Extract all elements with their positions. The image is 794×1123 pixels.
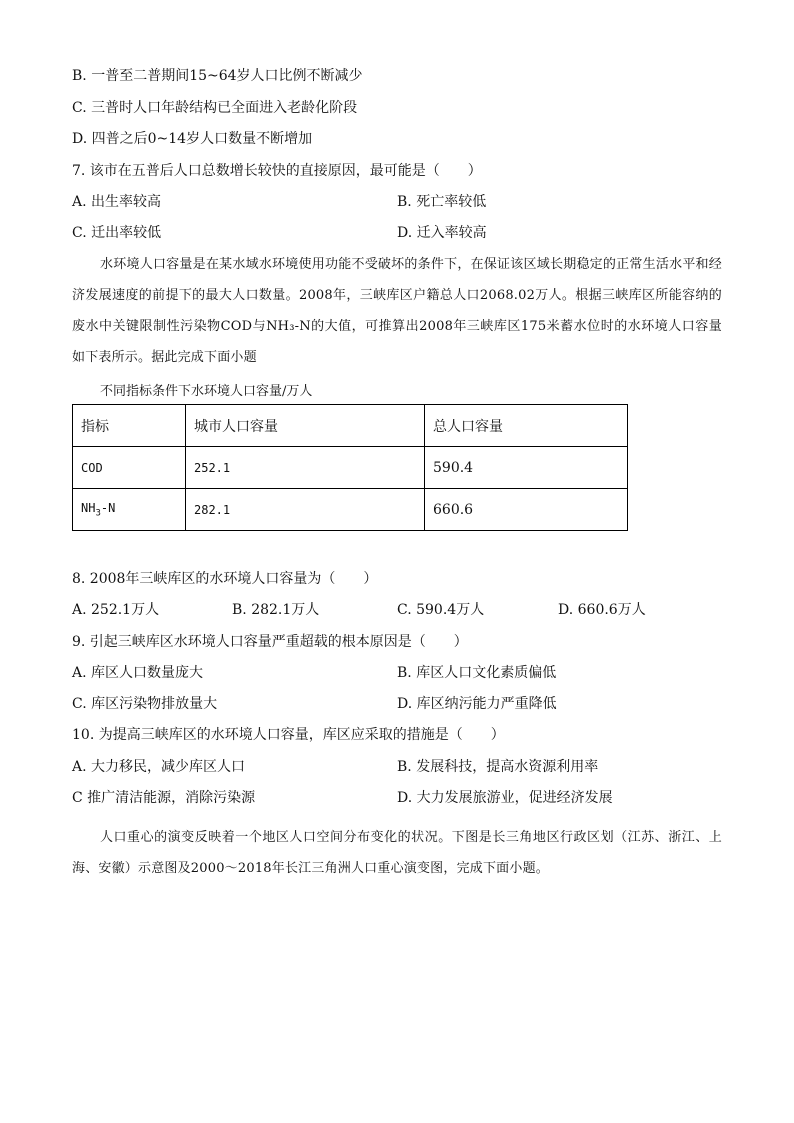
- passage-water-capacity: 水环境人口容量是在某水域水环境使用功能不受破坏的条件下，在保证该区域长期稳定的正常生活水平和经济发展速度的前提下的最大人口数量。2008年，三峡库区户籍总人口2068.02万人。根据三峡库区所能容纳的废水中关键限制性污染物COD与NH₃-N的大值，可推算出2008年三峡库区175米蓄水位时的水环境人口容量如下表所示。据此完成下面小题: [72, 257, 722, 365]
- question-7-stem: 7. 该市在五普后人口总数增长较快的直接原因，最可能是（ ）: [72, 163, 482, 179]
- question-9-stem: 9. 引起三峡库区水环境人口容量严重超载的根本原因是（ ）: [72, 634, 468, 650]
- header-urban-capacity: 城市人口容量: [186, 405, 425, 447]
- header-indicator: 指标: [73, 405, 186, 447]
- q10-option-c: C 推广清洁能源，消除污染源: [72, 790, 256, 806]
- capacity-table: [72, 404, 628, 531]
- q7-option-a: A. 出生率较高: [72, 194, 162, 210]
- q7-option-b: B. 死亡率较低: [397, 194, 487, 210]
- table-header-row: [73, 405, 628, 447]
- question-10-stem: 10. 为提高三峡库区的水环境人口容量，库区应采取的措施是（ ）: [72, 727, 505, 743]
- q9-option-d: D. 库区纳污能力严重降低: [397, 696, 557, 712]
- q7-option-d: D. 迁入率较高: [397, 225, 487, 241]
- cell-urban: 282.1: [186, 489, 425, 531]
- q8-option-b: B. 282.1万人: [232, 602, 320, 618]
- cell-total: 660.6: [425, 489, 628, 531]
- cell-indicator: COD: [73, 447, 186, 489]
- q8-option-a: A. 252.1万人: [72, 602, 160, 618]
- header-total-capacity: 总人口容量: [425, 405, 628, 447]
- question-8-stem: 8. 2008年三峡库区的水环境人口容量为（ ）: [72, 571, 378, 587]
- option-c-prev: C. 三普时人口年龄结构已全面进入老龄化阶段: [72, 100, 358, 116]
- table-caption: 不同指标条件下水环境人口容量/万人: [100, 384, 313, 399]
- q10-option-d: D. 大力发展旅游业，促进经济发展: [397, 790, 613, 806]
- q9-option-b: B. 库区人口文化素质偏低: [397, 665, 557, 681]
- table-row: [73, 447, 628, 489]
- option-b-prev: B. 一普至二普期间15~64岁人口比例不断减少: [72, 68, 363, 84]
- table-row: [73, 489, 628, 531]
- q10-option-a: A. 大力移民，减少库区人口: [72, 759, 246, 775]
- q8-option-d: D. 660.6万人: [558, 602, 646, 618]
- q10-option-b: B. 发展科技，提高水资源利用率: [397, 759, 599, 775]
- q7-option-c: C. 迁出率较低: [72, 225, 162, 241]
- q9-option-a: A. 库区人口数量庞大: [72, 665, 204, 681]
- option-d-prev: D. 四普之后0~14岁人口数量不断增加: [72, 131, 313, 147]
- q8-option-c: C. 590.4万人: [397, 602, 485, 618]
- cell-indicator: $NH_3-N$: [73, 489, 186, 531]
- q9-option-c: C. 库区污染物排放量大: [72, 696, 218, 712]
- passage-population-center: 人口重心的演变反映着一个地区人口空间分布变化的状况。下图是长三角地区行政区划（江苏、浙江、上海、安徽）示意图及2000～2018年长江三角洲人口重心演变图，完成下面小题。: [72, 830, 722, 876]
- cell-urban: 252.1: [186, 447, 425, 489]
- cell-total: 590.4: [425, 447, 628, 489]
